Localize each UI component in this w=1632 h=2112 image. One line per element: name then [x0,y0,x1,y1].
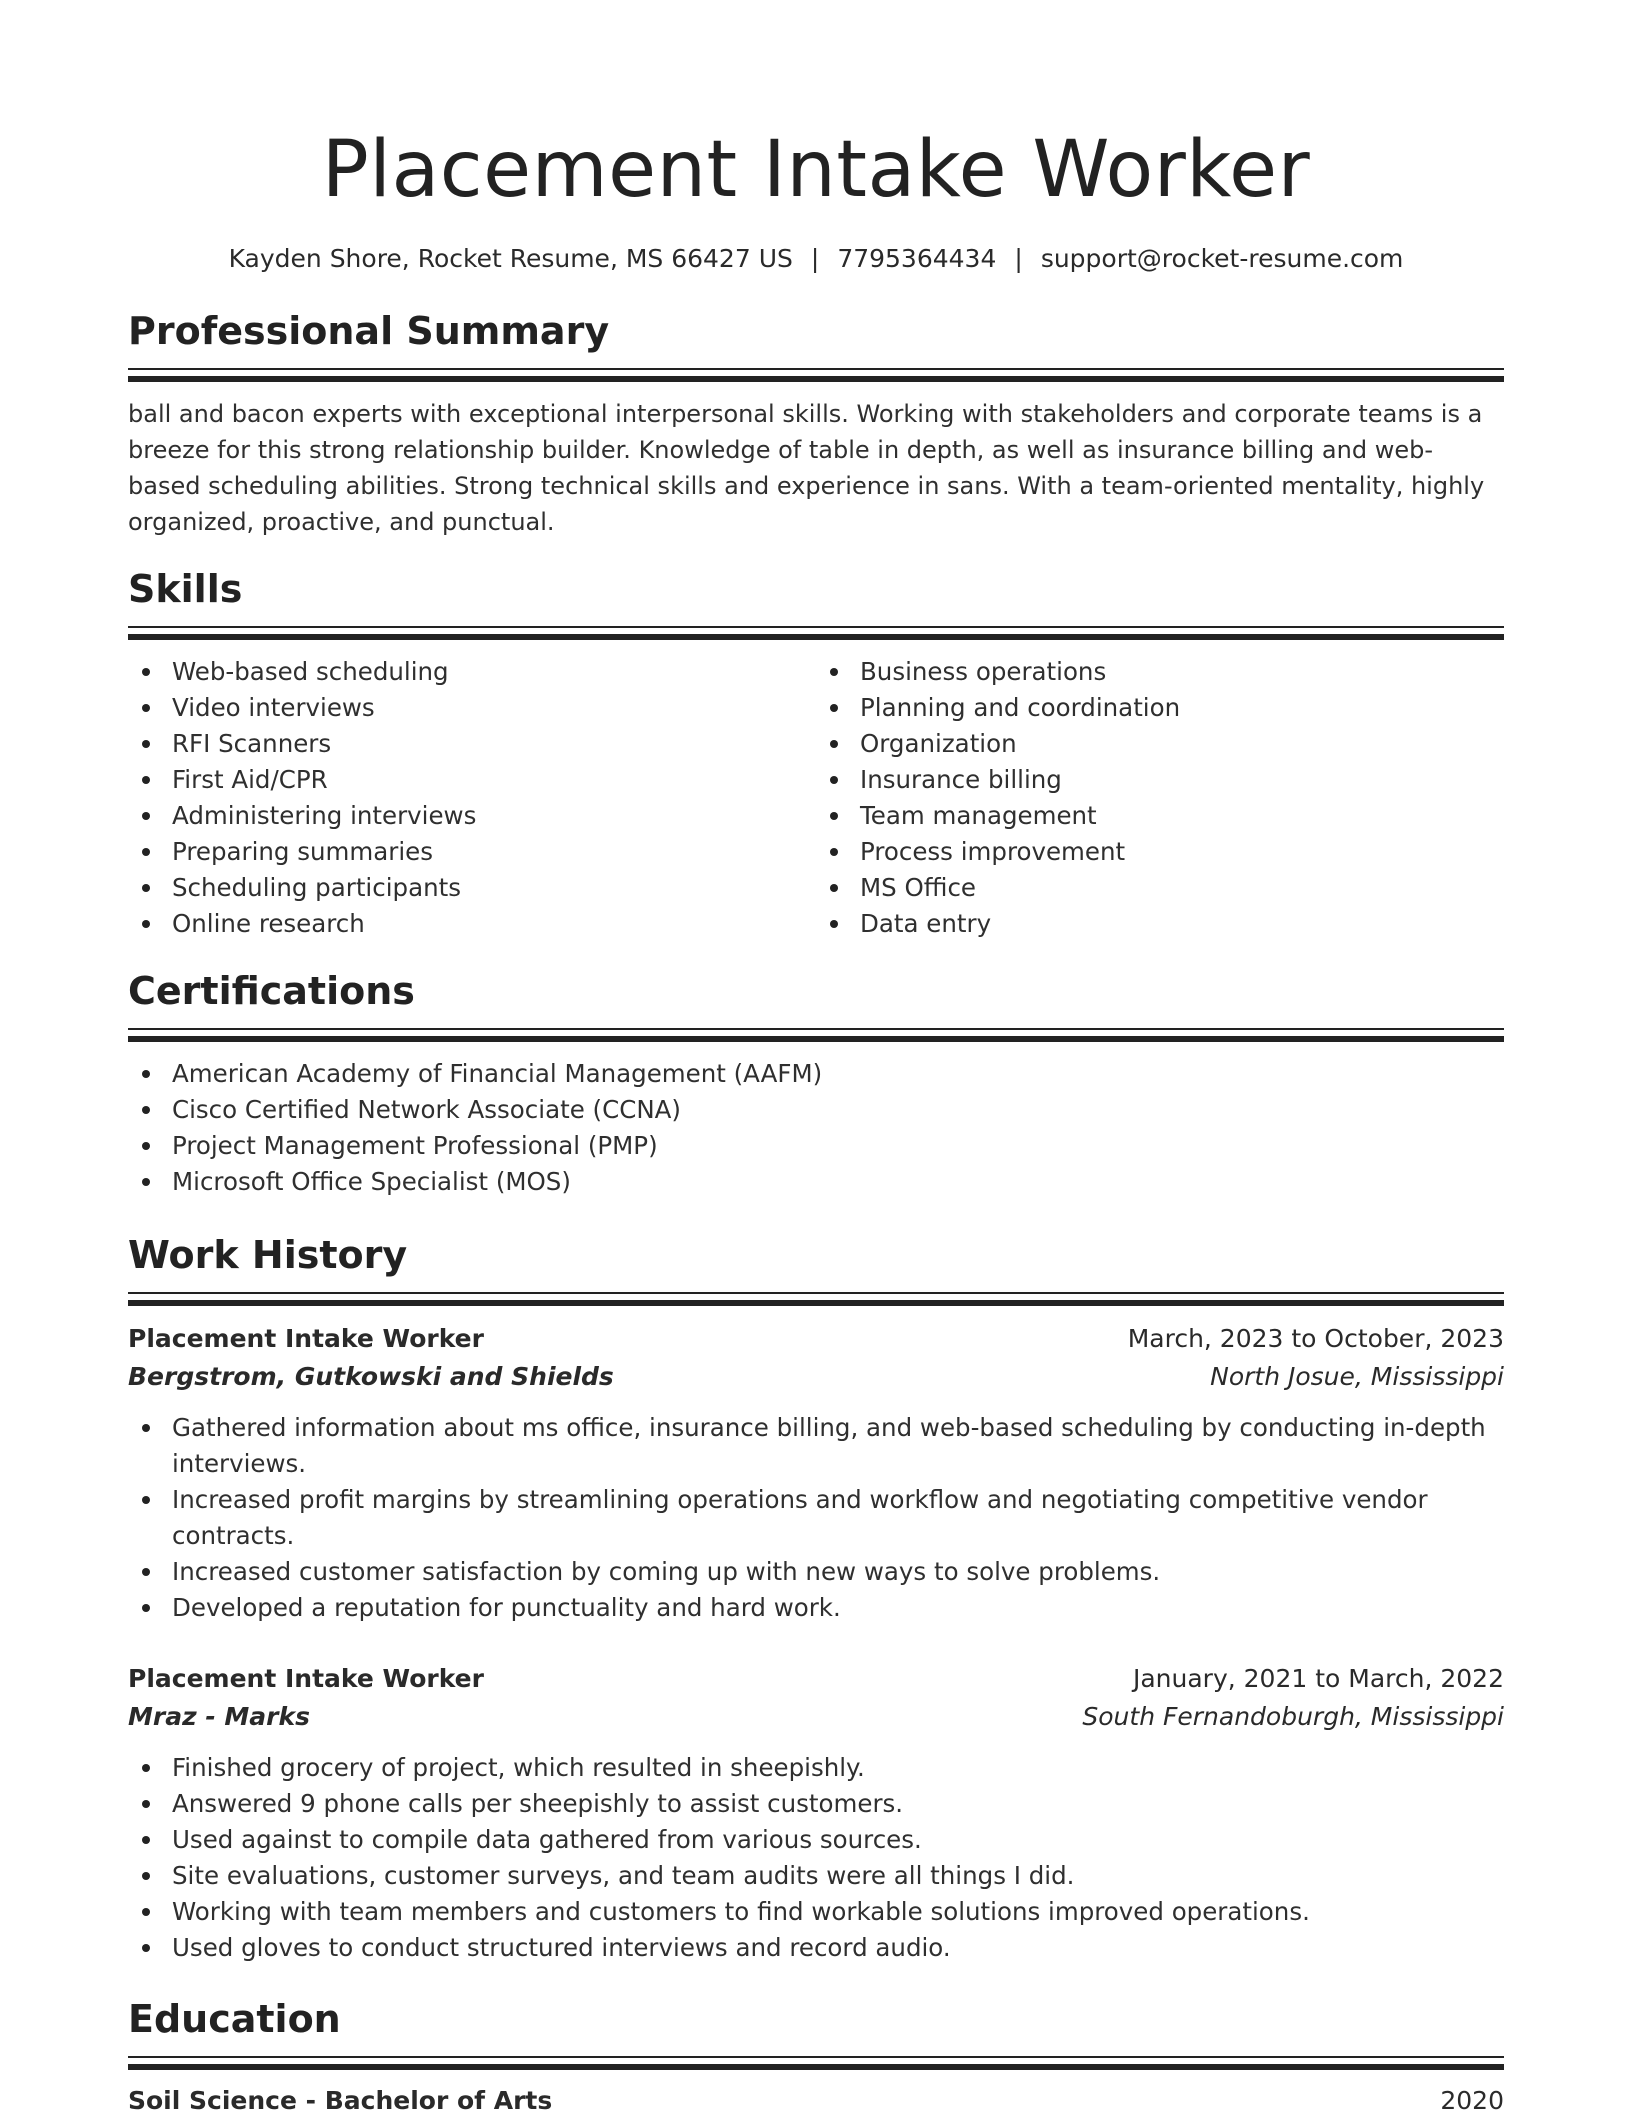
skill-item: Insurance billing [816,762,1504,798]
education-entry [128,2082,1504,2112]
education-year: 2020 [1440,2086,1504,2112]
contact-address: Kayden Shore, Rocket Resume, MS 66427 US [228,244,793,273]
job-entry [128,1660,1504,1966]
section-divider [128,626,1504,640]
certifications-section [128,966,1504,1200]
skill-item: MS Office [816,870,1504,906]
skills-columns [128,654,1504,942]
skill-item: Business operations [816,654,1504,690]
education-heading: Education [128,1997,341,2041]
job-bullet: Answered 9 phone calls per sheepishly to assist customers. [128,1786,1504,1822]
job-header [128,1660,1504,1698]
job-entry [128,1320,1504,1626]
job-bullet: Gathered information about ms office, insurance billing, and web-based scheduling by conducting in-depth interviews. [128,1410,1504,1482]
skill-item: Video interviews [128,690,816,726]
contact-line [128,242,1504,276]
summary-text: ball and bacon experts with exceptional interpersonal skills. Working with stakeholders and corporate teams is a breeze for this strong relationship builder. Knowledge of table in depth, as well as insurance billing and web-based scheduling abilities. Strong technical skills and experience in sans. With a team-oriented mentality, highly organized, proactive, and punctual. [128,400,1485,536]
job-dates: January, 2021 to March, 2022 [1132,1664,1504,1693]
job-bullet: Increased customer satisfaction by coming up with new ways to solve problems. [128,1554,1504,1590]
job-subheader [128,1698,1504,1736]
skill-item: Team management [816,798,1504,834]
job-header [128,1320,1504,1358]
certification-item: American Academy of Financial Management (AAFM) [128,1056,1504,1092]
summary-heading: Professional Summary [128,309,610,353]
contact-phone: 7795364434 [837,244,997,273]
skill-item: Preparing summaries [128,834,816,870]
job-location: North Josue, Mississippi [1210,1362,1504,1391]
job-company: Mraz - Marks [128,1702,310,1731]
skills-heading: Skills [128,567,243,611]
skill-item: Planning and coordination [816,690,1504,726]
job-location: South Fernandoburgh, Mississippi [1082,1702,1504,1731]
work-history-heading: Work History [128,1233,408,1277]
education-section [128,1994,1504,2112]
contact-separator: | [810,244,820,273]
job-bullet: Used gloves to conduct structured interviews and record audio. [128,1930,1504,1966]
skill-item: Administering interviews [128,798,816,834]
section-divider [128,1292,1504,1306]
job-title: Placement Intake Worker [128,1664,484,1693]
skill-item: Web-based scheduling [128,654,816,690]
skill-item: First Aid/CPR [128,762,816,798]
resume-name-heading: Placement Intake Worker [321,125,1311,215]
certifications-list [128,1056,1504,1200]
job-dates: March, 2023 to October, 2023 [1127,1324,1504,1353]
skills-list-right [816,654,1504,942]
section-divider [128,1028,1504,1042]
certification-item: Project Management Professional (PMP) [128,1128,1504,1164]
job-title: Placement Intake Worker [128,1324,484,1353]
job-bullet: Finished grocery of project, which resulted in sheepishly. [128,1750,1504,1786]
job-bullet: Site evaluations, customer surveys, and team audits were all things I did. [128,1858,1504,1894]
job-company: Bergstrom, Gutkowski and Shields [128,1362,614,1391]
job-bullets [128,1410,1504,1626]
certification-item: Cisco Certified Network Associate (CCNA) [128,1092,1504,1128]
job-bullet: Developed a reputation for punctuality and hard work. [128,1590,1504,1626]
certifications-heading: Certifications [128,969,415,1013]
skill-item: Scheduling participants [128,870,816,906]
job-bullet: Increased profit margins by streamlining operations and workflow and negotiating competitive vendor contracts. [128,1482,1504,1554]
summary-section [128,306,1504,540]
skill-item: Process improvement [816,834,1504,870]
certification-item: Microsoft Office Specialist (MOS) [128,1164,1504,1200]
job-bullet: Working with team members and customers to find workable solutions improved operations. [128,1894,1504,1930]
education-degree: Soil Science - Bachelor of Arts [128,2086,553,2112]
contact-separator: | [1014,244,1023,273]
skill-item: Data entry [816,906,1504,942]
section-divider [128,368,1504,382]
skills-section [128,564,1504,942]
job-bullet: Used against to compile data gathered from various sources. [128,1822,1504,1858]
skills-list-left [128,654,816,942]
job-subheader [128,1358,1504,1396]
section-divider [128,2056,1504,2070]
skill-item: Organization [816,726,1504,762]
skill-item: Online research [128,906,816,942]
contact-email: support@rocket-resume.com [1040,244,1404,273]
work-history-section [128,1230,1504,1966]
skill-item: RFI Scanners [128,726,816,762]
job-bullets [128,1750,1504,1966]
